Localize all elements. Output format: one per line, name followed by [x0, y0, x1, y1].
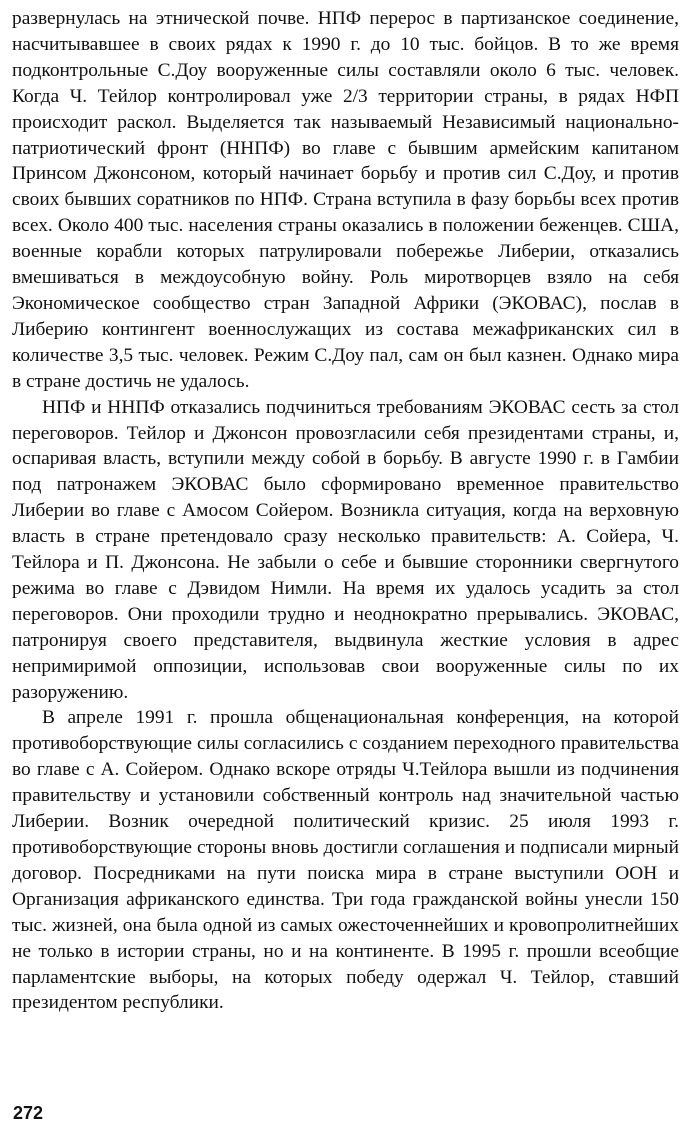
paragraph-1: развернулась на этнической почве. НПФ перерос в партизанское соединение, насчитывавшее в своих рядах к 1990 г. до 10 тыс. бойцов. В то же время подконтрольные С.Доу вооруженные силы составляли около 6 тыс. человек. Когда Ч. Тейлор контролировал уже 2/3 территории страны, в рядах НФП происходит раскол. Выделяется так называемый Независимый национально-патриотический фронт (ННПФ) во главе с бывшим армейским капитаном Принсом Джонсоном, который начинает борьбу и против сил С.Доу, и против своих бывших соратников по НПФ. Страна вступила в фазу борьбы всех против всех. Около 400 тыс. населения страны оказались в положении беженцев. США, военные корабли которых патрулировали побережье Либерии, отказались вмешиваться в междоусобную войну. Роль миротворцев взяло на себя Экономическое сообщество стран Западной Африки (ЭКОВАС), послав в Либерию контингент военнослужащих из состава межафриканских сил в количестве 3,5 тыс. человек. Режим С.Доу пал, сам он был казнен. Однако мира в стране достичь не удалось.: [12, 8, 679, 392]
paragraph-2: НПФ и ННПФ отказались подчиниться требованиям ЭКОВАС сесть за стол переговоров. Тейлор и Джонсон провозгласили себя президентами страны, и, оспаривая власть, вступили между собой в борьбу. В августе 1990 г. в Гамбии под патронажем ЭКОВАС было сформировано временное правительство Либерии во главе с Амосом Сойером. Возникла ситуация, когда на верховную власть в стране претендовало сразу несколько правительств: А. Сойера, Ч. Тейлора и П. Джонсона. Не забыли о себе и бывшие сторонники свергнутого режима во главе с Дэвидом Нимли. На время их удалось усадить за стол переговоров. Они проходили трудно и неоднократно прерывались. ЭКОВАС, патронируя своего представителя, выдвинула жесткие условия в адрес непримиримой оппозиции, использовав свои вооруженные силы по их разоружению.: [12, 396, 679, 703]
page-number: 272: [13, 1103, 44, 1123]
page-text-body: [12, 6, 679, 1016]
paragraph-3: В апреле 1991 г. прошла общенациональная конференция, на которой противоборствующие силы согласились с созданием переходного правительства во главе с А. Сойером. Однако вскоре отряды Ч.Тейлора вышли из подчинения правительству и установили собственный контроль над значительной частью Либерии. Возник очередной политический кризис. 25 июля 1993 г. противоборствующие стороны вновь достигли соглашения и подписали мирный договор. Посредниками на пути поиска мира в стране выступили ООН и Организация африканского единства. Три года гражданской войны унесли 150 тыс. жизней, она была одной из самых ожесточеннейших и кровопролитнейших не только в истории страны, но и на континенте. В 1995 г. прошли всеобщие парламентские выборы, на которых победу одержал Ч. Тейлор, ставший президентом республики.: [12, 707, 679, 1014]
